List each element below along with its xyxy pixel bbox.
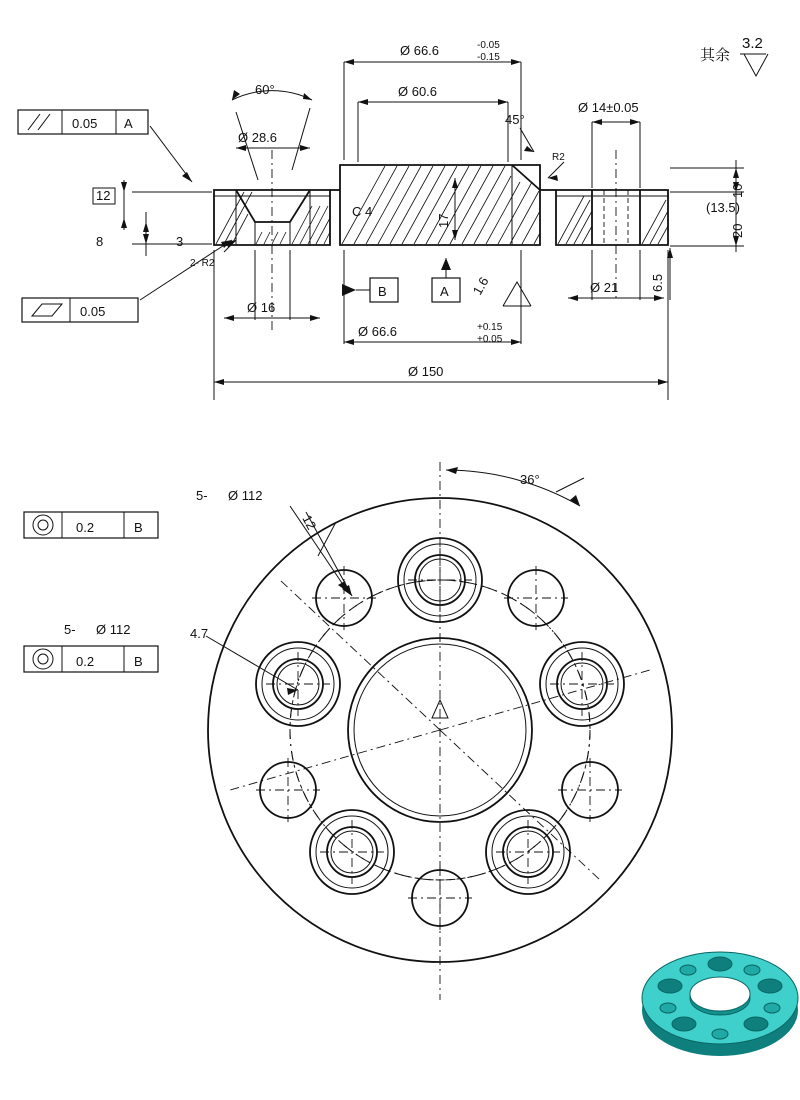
dim-h65-text: 6.5 [650, 273, 665, 292]
datum-a-label: A [440, 284, 449, 299]
dim-d21-text: Ø 21 [590, 280, 619, 295]
dim-d666-upper [344, 40, 521, 160]
flatness-tolerance: 0.05 [80, 304, 106, 319]
dim-h17-text: 17 [436, 213, 451, 228]
dim-h65 [650, 248, 673, 300]
parallelism-frame [18, 110, 192, 182]
surface-finish-16 [470, 274, 531, 306]
surface-note [700, 35, 768, 76]
centerline-diagonal-3 [440, 730, 600, 880]
dim-h20-text: 20 [730, 223, 745, 238]
section-view-top [18, 40, 745, 400]
through-hole [312, 566, 376, 630]
dim-h3-text: 3 [176, 234, 184, 249]
bolt-hole [540, 642, 624, 726]
dim-d606-text: Ø 60.6 [398, 84, 438, 99]
dim-h17 [436, 178, 458, 240]
dim-h12-text: 12 [96, 188, 111, 203]
bolt-hole [398, 538, 482, 622]
through-hole [256, 758, 320, 822]
parallelism-datum: A [124, 116, 133, 131]
dim-d14 [578, 100, 640, 188]
concentricity-2-datum: B [134, 654, 143, 669]
dim-d666-upper-tol-top: -0.05 [477, 40, 500, 51]
bolt-hole [310, 810, 394, 894]
dim-d666-lower-tol-bot: +0.05 [477, 334, 503, 345]
concentricity-2-count: 5- [64, 622, 76, 637]
concentricity-1-datum: B [134, 520, 143, 535]
dim-angle60-text: 60° [255, 82, 275, 97]
iso-3d-preview [642, 952, 798, 1056]
dim-d286-text: Ø 28.6 [238, 130, 278, 145]
bolt-hole [486, 810, 570, 894]
section-profile [214, 165, 668, 245]
dim-d150-text: Ø 150 [408, 364, 444, 379]
concentricity-frame-2 [24, 622, 158, 672]
dim-d14-text: Ø 14±0.05 [578, 100, 639, 115]
dim-h8 [96, 212, 212, 256]
note-c4: C 4 [352, 204, 373, 219]
concentricity-2-tolerance: 0.2 [76, 654, 95, 669]
concentricity-frame-1 [24, 488, 348, 592]
dim-d16-text: Ø 16 [247, 300, 276, 315]
dim-d666-lower-tol-top: +0.15 [477, 322, 503, 333]
front-view-bottom [24, 462, 672, 1000]
concentricity-1-tolerance: 0.2 [76, 520, 95, 535]
dim-h12 [93, 180, 212, 230]
concentricity-1-count: 5- [196, 488, 208, 503]
dim-angle36-text: 36° [520, 472, 540, 487]
dim-angle45 [505, 112, 534, 152]
leader-2r2-left-text: 2- R2 [190, 258, 215, 269]
dim-h10-text: 10 [730, 183, 745, 198]
section-hatching-left [216, 192, 330, 244]
leader-r2-right-text: R2 [552, 152, 565, 163]
through-hole-group [256, 566, 622, 930]
bolt-hole [256, 642, 340, 726]
concentricity-1-dia: Ø 112 [228, 488, 263, 503]
surface-note-value: 3.2 [742, 35, 763, 52]
datum-b [342, 278, 398, 302]
concentricity-2-dia: Ø 112 [96, 622, 131, 637]
leader-r2-right [548, 152, 565, 181]
dim-d666-upper-tol-bot: -0.15 [477, 52, 500, 63]
surface-finish-triangle-icon [740, 54, 768, 76]
dim-12-text: 12 [299, 512, 320, 533]
dim-d666-upper-text: Ø 66.6 [400, 43, 440, 58]
dim-d666-lower-text: Ø 66.6 [358, 324, 398, 339]
dim-d606 [358, 84, 508, 162]
datum-b-label: B [378, 284, 387, 299]
dim-d150 [214, 250, 668, 400]
flatness-frame [22, 240, 232, 322]
through-hole [504, 566, 568, 630]
surface-finish-16-text: 1.6 [469, 274, 492, 298]
dim-h10 [670, 160, 745, 200]
dim-47-leader [190, 626, 298, 695]
dim-h135-text: (13.5) [706, 200, 740, 215]
surface-note-text: 其余 [700, 47, 731, 64]
through-hole [558, 758, 622, 822]
dim-47-text: 4.7 [190, 626, 209, 641]
parallelism-tolerance: 0.05 [72, 116, 98, 131]
centerline-diagonal-1 [440, 670, 650, 730]
dim-h8-text: 8 [96, 234, 104, 249]
section-hatching-right [558, 196, 668, 244]
dim-angle45-text: 45° [505, 112, 525, 127]
datum-a [432, 258, 460, 302]
